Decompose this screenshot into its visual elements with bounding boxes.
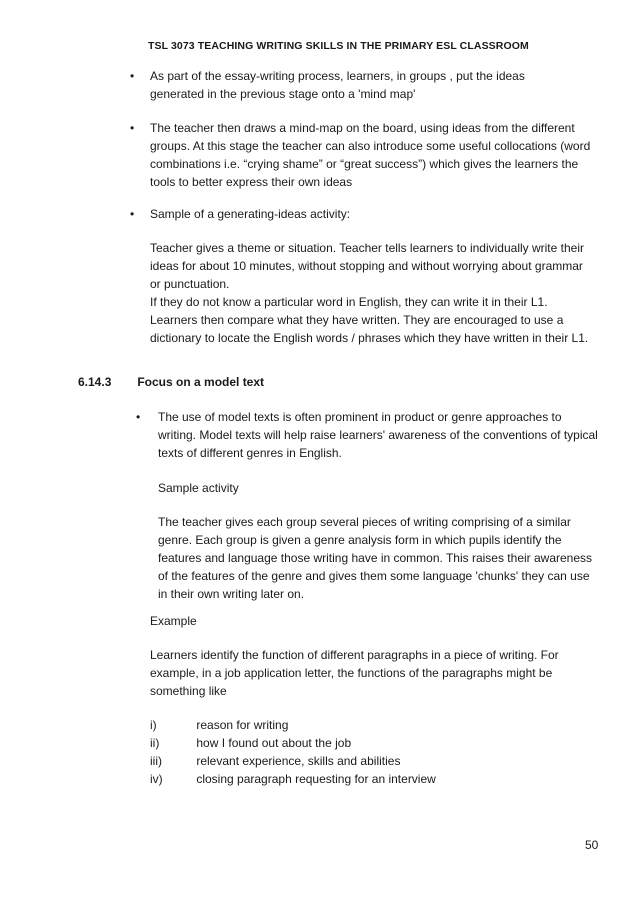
bullet-icon: • (136, 410, 141, 424)
list-item (150, 770, 436, 788)
bullet-text: The teacher then draws a mind-map on the board, using ideas from the different groups. At this stage the teacher can also introduce some useful collocations (word combinations i.e. “crying shame” or “great success”) which gives the learners the tools to better express their own ideas (150, 121, 591, 189)
bullet-text: Sample of a generating-ideas activity: (150, 207, 351, 221)
page-number: 50 (585, 838, 599, 852)
bullet-icon: • (130, 207, 135, 221)
page-header: TSL 3073 TEACHING WRITING SKILLS IN THE PRIMARY ESL CLASSROOM (148, 40, 529, 52)
sample-activity-description: The teacher gives each group several pieces of writing comprising of a similar genre. Each group is given a genre analysis form in which pupils identify the features and language those writing have in common. This raises their awareness of the features of the genre and gives them some language 'chunks' they can use in their own writing later on. (158, 515, 593, 601)
bullet-text: As part of the essay-writing process, learners, in groups , put the ideas generated in the previous stage onto a 'mind map' (150, 69, 525, 101)
bullet-icon: • (130, 121, 135, 135)
paragraph-function-list (150, 716, 436, 788)
bullet-text: The use of model texts is often prominent in product or genre approaches to writing. Model texts will help raise learners' awareness of the conventions of typical texts of different genres in English. (158, 410, 598, 460)
list-item-text: closing paragraph requesting for an interview (196, 772, 436, 786)
bullet-item-model-texts (136, 408, 598, 462)
list-item (150, 734, 436, 752)
bullet-item-teacher-mind-map (130, 119, 596, 191)
list-item-number: iv) (150, 772, 163, 786)
bullet-item-sample-generating (130, 205, 580, 223)
list-item-text: reason for writing (196, 718, 289, 732)
bullet-item-mind-map (130, 67, 580, 103)
sample-activity-text-1: Teacher gives a theme or situation. Teacher tells learners to individually write their ideas for about 10 minutes, without stopping and without worrying about grammar or punctuation. (150, 241, 584, 291)
list-item-number: iii) (150, 754, 162, 768)
list-item-number: i) (150, 718, 157, 732)
list-item-number: ii) (150, 736, 160, 750)
sample-activity-text-2: If they do not know a particular word in English, they can write it in their L1. Learners then compare what they have written. They are encouraged to use a dictionary to locate the English words / phrases which they have written in their L1. (150, 295, 589, 345)
list-item-text: how I found out about the job (196, 736, 352, 750)
sample-activity-paragraph (150, 239, 596, 347)
list-item (150, 716, 436, 734)
sample-activity-label: Sample activity (158, 481, 239, 495)
bullet-icon: • (130, 69, 135, 83)
section-heading (78, 373, 264, 391)
section-number: 6.14.3 (78, 375, 112, 389)
example-label: Example (150, 614, 197, 628)
list-item-text: relevant experience, skills and abilities (196, 754, 401, 768)
example-description: Learners identify the function of different paragraphs in a piece of writing. For example, in a job application letter, the functions of the paragraphs might be something like (150, 648, 559, 698)
section-title: Focus on a model text (137, 375, 265, 389)
list-item (150, 752, 436, 770)
